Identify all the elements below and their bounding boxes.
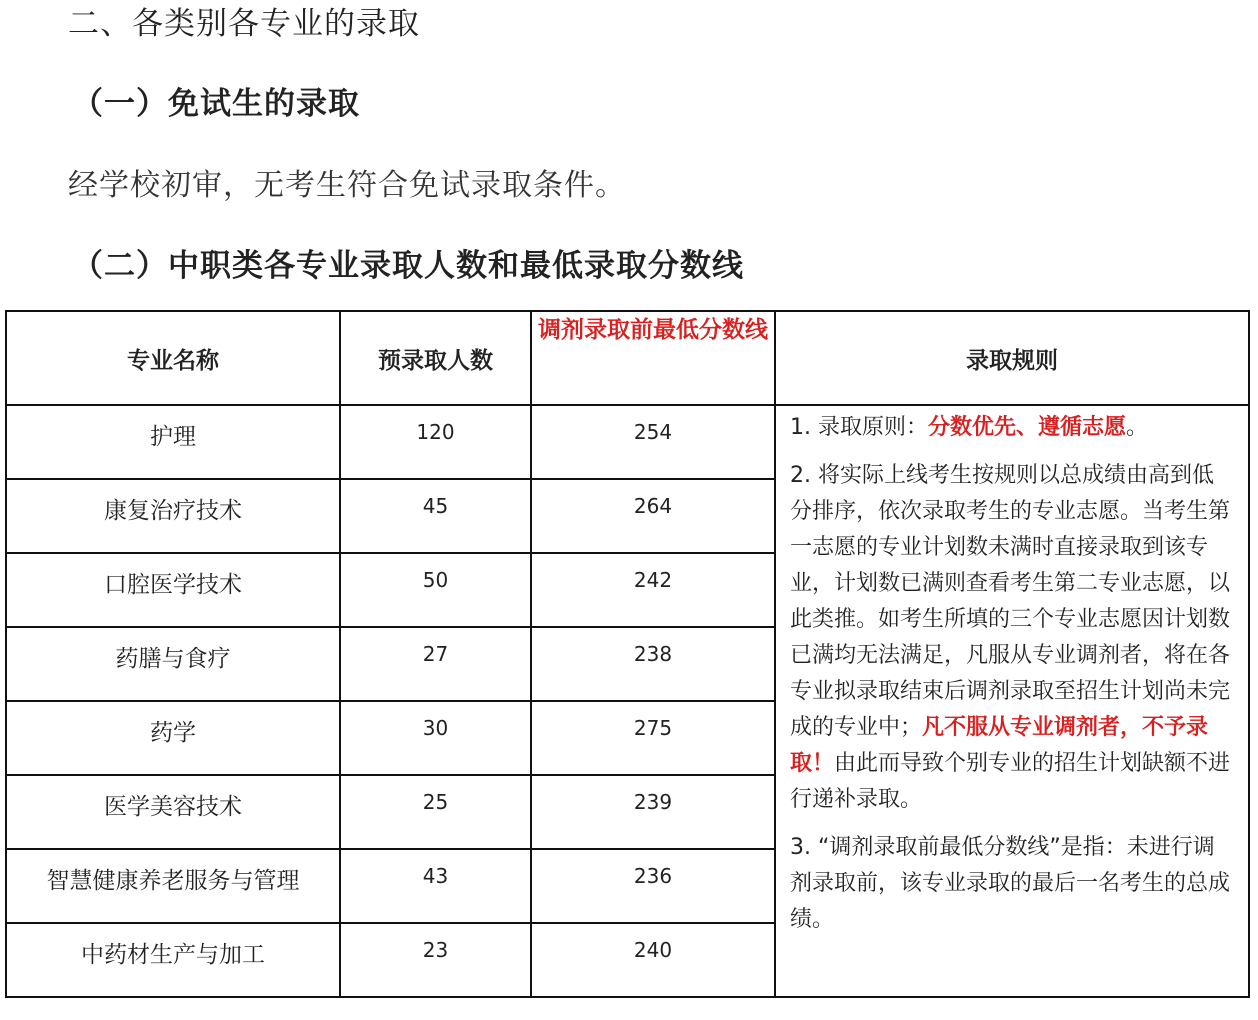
cell-score: 238: [531, 627, 775, 701]
cell-score: 236: [531, 849, 775, 923]
cell-major: 医学美容技术: [6, 775, 340, 849]
cell-score: 275: [531, 701, 775, 775]
header-rules: 录取规则: [775, 311, 1249, 405]
rules-cell: [775, 405, 1249, 997]
cell-count: 120: [340, 405, 531, 479]
cell-count: 23: [340, 923, 531, 997]
rule-2-highlight: 凡不服从专业调剂者，不予录取！: [790, 715, 1209, 776]
subheading-exempt: （一）免试生的录取: [72, 86, 360, 122]
cell-major: 智慧健康养老服务与管理: [6, 849, 340, 923]
rule-1: [790, 410, 1234, 446]
header-min-score: 调剂录取前最低分数线: [531, 311, 775, 405]
table-header-row: [6, 311, 1249, 405]
rule-2: [790, 458, 1234, 818]
cell-count: 30: [340, 701, 531, 775]
rule-1-prefix: 1. 录取原则：: [790, 415, 928, 440]
cell-score: 239: [531, 775, 775, 849]
rule-2-text: 2. 将实际上线考生按规则以总成绩由高到低分排序，依次录取考生的专业志愿。当考生第一志愿的专业计划数未满时直接录取到该专业，计划数已满则查看考生第二专业志愿，以此类推。如考生所填的三个专业志愿因计划数已满均无法满足，凡服从专业调剂者，将在各专业拟录取结束后调剂录取至招生计划尚未完成的专业中；: [790, 463, 1231, 740]
rule-1-suffix: 。: [1126, 415, 1149, 440]
rule-3: 3. “调剂录取前最低分数线”是指：未进行调剂录取前，该专业录取的最后一名考生的总成绩。: [790, 835, 1231, 932]
header-count: 预录取人数: [340, 311, 531, 405]
cell-count: 25: [340, 775, 531, 849]
cell-major: 康复治疗技术: [6, 479, 340, 553]
cell-major: 口腔医学技术: [6, 553, 340, 627]
admission-table: [5, 310, 1250, 998]
section-heading: 二、各类别各专业的录取: [68, 6, 420, 42]
cell-major: 中药材生产与加工: [6, 923, 340, 997]
cell-major: 护理: [6, 405, 340, 479]
header-major: 专业名称: [6, 311, 340, 405]
cell-score: 242: [531, 553, 775, 627]
table-row: [6, 405, 1249, 479]
cell-count: 45: [340, 479, 531, 553]
subheading-vocational: （二）中职类各专业录取人数和最低录取分数线: [72, 248, 744, 284]
cell-score: 254: [531, 405, 775, 479]
rule-2-tail: 由此而导致个别专业的招生计划缺额不进行递补录取。: [790, 751, 1231, 812]
cell-score: 264: [531, 479, 775, 553]
cell-count: 43: [340, 849, 531, 923]
cell-count: 27: [340, 627, 531, 701]
cell-score: 240: [531, 923, 775, 997]
cell-count: 50: [340, 553, 531, 627]
exempt-paragraph: 经学校初审，无考生符合免试录取条件。: [68, 168, 626, 203]
cell-major: 药膳与食疗: [6, 627, 340, 701]
rule-1-highlight: 分数优先、遵循志愿: [927, 415, 1126, 440]
cell-major: 药学: [6, 701, 340, 775]
